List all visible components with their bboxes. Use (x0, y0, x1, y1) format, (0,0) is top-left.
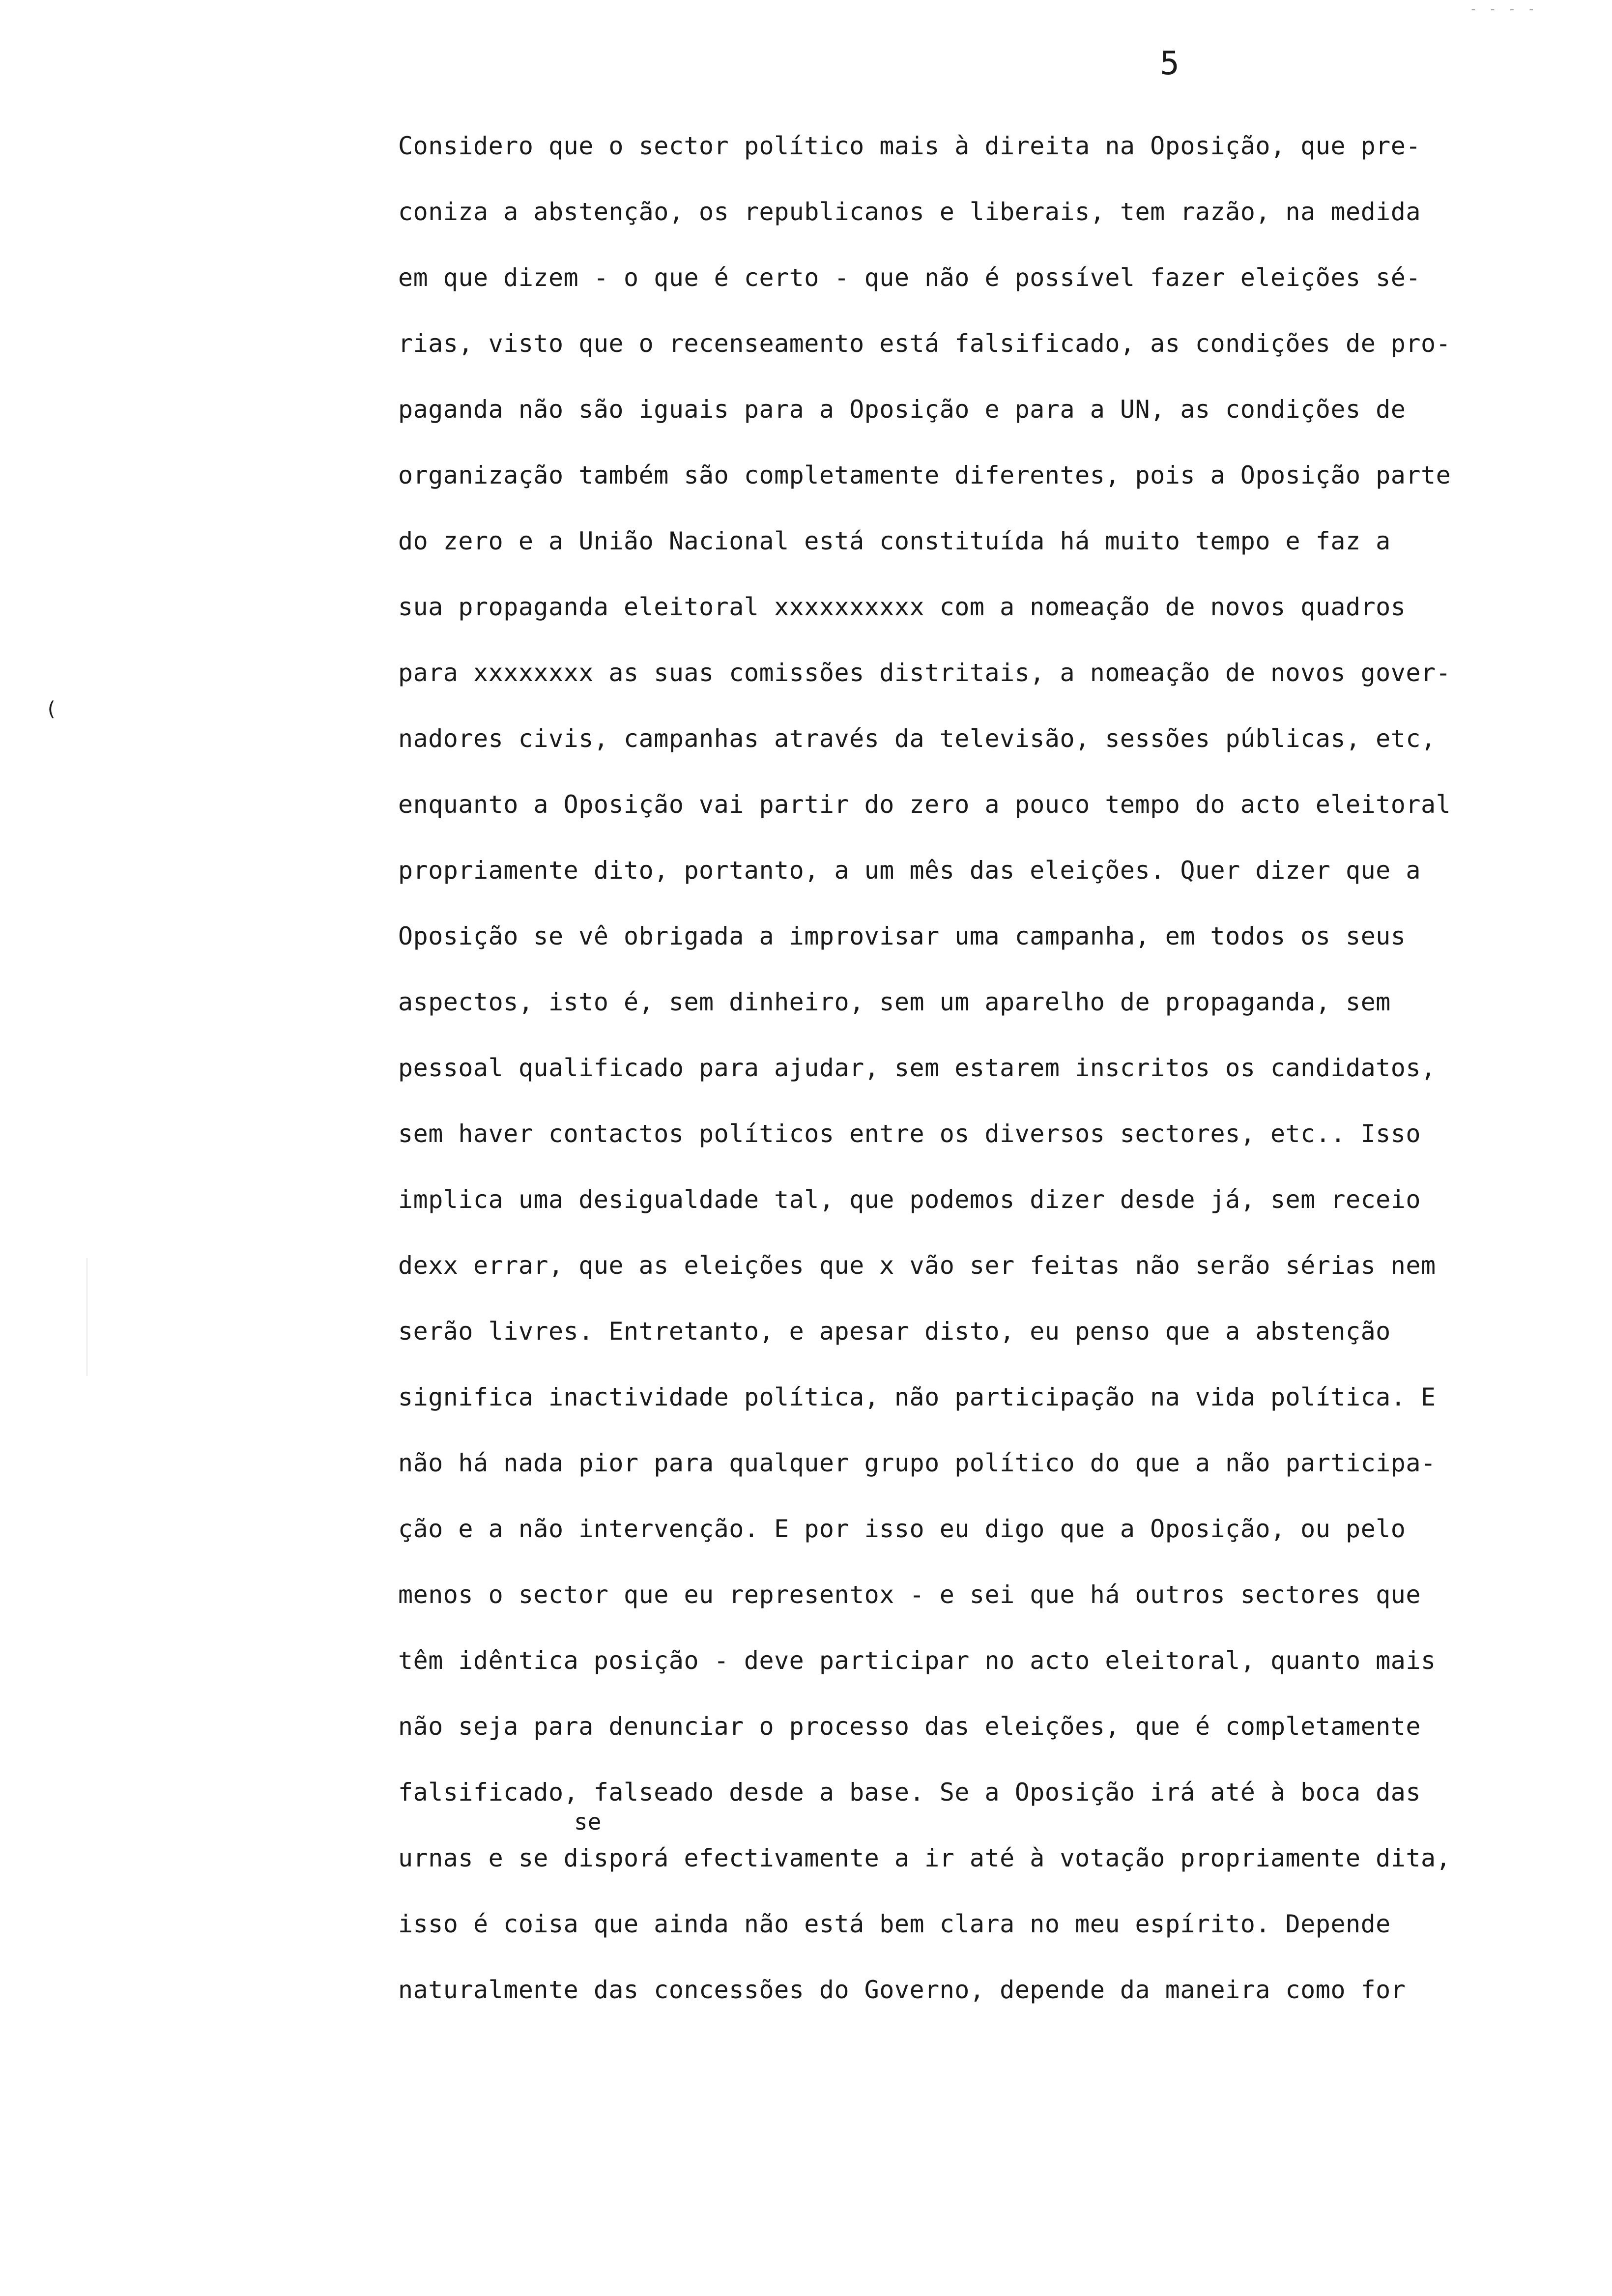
text-line: em que dizem - o que é certo - que não é possível fazer eleições sé- (398, 263, 1421, 292)
text-line: falsificado, falseado desde a base. Se a Oposição irá até à boca das (398, 1778, 1421, 1807)
text-line: pessoal qualificado para ajudar, sem estarem inscritos os candidatos, (398, 1054, 1436, 1082)
typed-text-body (398, 113, 1612, 2023)
text-line: paganda não são iguais para a Oposição e para a UN, as condições de (398, 395, 1406, 424)
text-line: não seja para denunciar o processo das eleições, que é completamente (398, 1712, 1421, 1741)
text-line: implica uma desigualdade tal, que podemos dizer desde já, sem receio (398, 1185, 1421, 1214)
margin-mark: ( (45, 698, 58, 720)
text-line: nadores civis, campanhas através da televisão, sessões públicas, etc, (398, 724, 1436, 753)
text-line: têm idêntica posição - deve participar no acto eleitoral, quanto mais (398, 1646, 1436, 1675)
text-line: significa inactividade política, não participação na vida política. E (398, 1383, 1436, 1411)
text-line: enquanto a Oposição vai partir do zero a pouco tempo do acto eleitoral (398, 790, 1451, 819)
text-line: sua propaganda eleitoral xxxxxxxxxx com a nomeação de novos quadros (398, 593, 1406, 621)
text-line: propriamente dito, portanto, a um mês das eleições. Quer dizer que a (398, 856, 1421, 885)
text-line: sem haver contactos políticos entre os diversos sectores, etc.. Isso (398, 1119, 1421, 1148)
text-line: do zero e a União Nacional está constituída há muito tempo e faz a (398, 527, 1391, 555)
text-line: não há nada pior para qualquer grupo político do que a não participa- (398, 1449, 1436, 1477)
page-number: 5 (1160, 44, 1180, 82)
text-line: serão livres. Entretanto, e apesar disto, eu penso que a abstenção (398, 1317, 1391, 1346)
text-line: dexx errar, que as eleições que x vão ser feitas não serão sérias nem (398, 1251, 1436, 1280)
text-line: isso é coisa que ainda não está bem clara no meu espírito. Depende (398, 1910, 1391, 1938)
text-line: aspectos, isto é, sem dinheiro, sem um aparelho de propaganda, sem (398, 988, 1391, 1016)
interline-insertion: se (574, 1808, 602, 1835)
text-line: coniza a abstenção, os republicanos e liberais, tem razão, na medida (398, 198, 1421, 226)
text-line: para xxxxxxxx as suas comissões distritais, a nomeação de novos gover- (398, 659, 1451, 687)
text-line: Oposição se vê obrigada a improvisar uma campanha, em todos os seus (398, 922, 1406, 950)
text-line: Considero que o sector político mais à direita na Oposição, que pre- (398, 132, 1421, 160)
text-line: naturalmente das concessões do Governo, depende da maneira como for (398, 1976, 1406, 2004)
text-line: rias, visto que o recenseamento está falsificado, as condições de pro- (398, 329, 1451, 358)
text-line: menos o sector que eu representox - e sei que há outros sectores que (398, 1580, 1421, 1609)
text-line: ção e a não intervenção. E por isso eu digo que a Oposição, ou pelo (398, 1515, 1406, 1543)
faint-margin-line (86, 1258, 87, 1376)
text-line: urnas e se disporá efectivamente a ir até à votação propriamente dita, (398, 1844, 1451, 1872)
corner-mark: - - - - (1469, 2, 1537, 17)
text-line: organização também são completamente diferentes, pois a Oposição parte (398, 461, 1451, 489)
